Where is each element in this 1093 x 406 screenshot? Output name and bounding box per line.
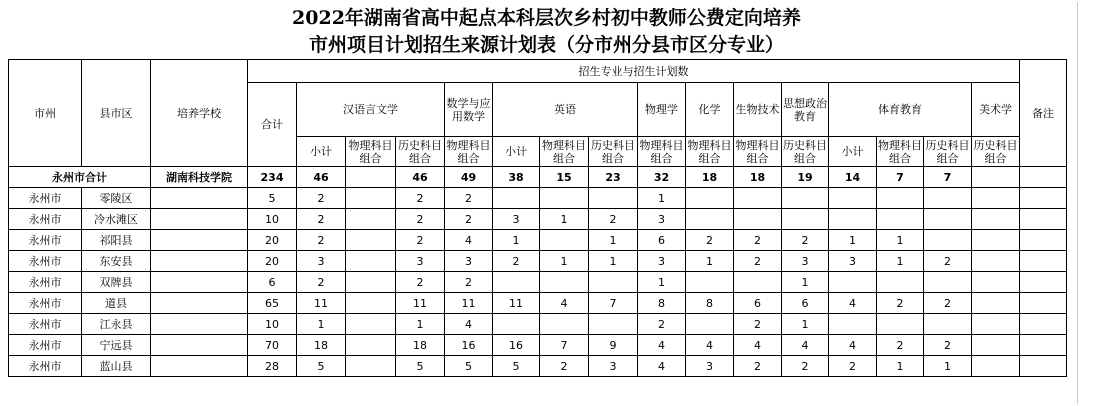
table-row [9,209,1067,230]
school-cell[interactable] [151,209,248,230]
school-cell[interactable] [151,356,248,377]
value-cell[interactable] [829,314,877,335]
city-cell[interactable]: 永州市 [9,314,82,335]
value-cell[interactable]: 8 [686,293,734,314]
value-cell[interactable]: 2 [782,356,829,377]
table-row [9,230,1067,251]
value-cell[interactable]: 2 [540,356,589,377]
value-cell[interactable]: 3 [396,251,445,272]
value-cell[interactable]: 5 [396,356,445,377]
header-physics[interactable]: 物理学 [638,83,686,137]
school-cell[interactable] [151,251,248,272]
value-cell[interactable]: 3 [638,251,686,272]
table-row [9,356,1067,377]
value-cell[interactable]: 2 [734,230,782,251]
value-cell[interactable] [346,293,396,314]
value-cell[interactable]: 2 [396,209,445,230]
value-cell[interactable]: 4 [638,356,686,377]
value-cell[interactable] [493,314,540,335]
value-cell[interactable]: 4 [686,335,734,356]
value-cell[interactable] [972,335,1020,356]
value-cell[interactable]: 2 [297,272,346,293]
value-cell[interactable]: 49 [445,167,493,188]
value-cell[interactable] [1020,230,1067,251]
sub-physics-combo[interactable]: 物理科目组合 [878,138,922,165]
value-cell[interactable] [686,272,734,293]
value-cell[interactable] [972,314,1020,335]
sub-subtotal[interactable]: 小计 [493,137,540,167]
value-cell[interactable]: 4 [638,335,686,356]
value-cell[interactable]: 2 [734,314,782,335]
county-cell[interactable]: 江永县 [82,314,151,335]
total-label-cell[interactable]: 永州市合计 [9,167,151,188]
value-cell[interactable]: 2 [445,272,493,293]
county-cell[interactable]: 东安县 [82,251,151,272]
value-cell[interactable]: 7 [924,167,972,188]
value-cell[interactable]: 1 [877,230,924,251]
value-cell[interactable]: 11 [493,293,540,314]
table-row [9,272,1067,293]
county-cell[interactable]: 双牌县 [82,272,151,293]
value-cell[interactable]: 1 [493,230,540,251]
value-cell[interactable] [734,188,782,209]
county-cell[interactable]: 宁远县 [82,335,151,356]
value-cell[interactable]: 46 [396,167,445,188]
value-cell[interactable]: 2 [396,188,445,209]
table-row [9,251,1067,272]
value-cell[interactable] [540,230,589,251]
value-cell[interactable]: 3 [829,251,877,272]
value-cell[interactable]: 9 [589,335,638,356]
header-chemistry[interactable]: 化学 [686,83,734,137]
header-total[interactable]: 合计 [248,83,297,167]
value-cell[interactable]: 4 [445,314,493,335]
value-cell[interactable]: 1 [589,251,638,272]
header-politics[interactable]: 思想政治教育 [782,83,829,137]
value-cell[interactable]: 3 [686,356,734,377]
sub-history-combo[interactable]: 历史科目组合 [589,137,638,167]
school-cell[interactable] [151,230,248,251]
value-cell[interactable]: 20 [248,251,297,272]
value-cell[interactable] [829,272,877,293]
table-row [9,293,1067,314]
sub-history-combo[interactable]: 历史科目组合 [973,138,1018,165]
value-cell[interactable]: 11 [396,293,445,314]
table-title-line-1: 2022年湖南省高中起点本科层次乡村初中教师公费定向培养 [292,7,801,29]
value-cell[interactable] [972,356,1020,377]
value-cell[interactable]: 1 [638,188,686,209]
value-cell[interactable]: 5 [445,356,493,377]
header-remark[interactable]: 备注 [1020,60,1067,167]
value-cell[interactable] [1020,209,1067,230]
value-cell[interactable] [972,188,1020,209]
value-cell[interactable] [1020,251,1067,272]
value-cell[interactable] [782,209,829,230]
table-row-total [9,167,1067,188]
value-cell[interactable]: 4 [829,335,877,356]
value-cell[interactable]: 6 [638,230,686,251]
value-cell[interactable]: 6 [734,293,782,314]
value-cell[interactable]: 2 [396,272,445,293]
value-cell[interactable]: 65 [248,293,297,314]
value-cell[interactable] [1020,356,1067,377]
value-cell[interactable]: 2 [493,251,540,272]
value-cell[interactable]: 10 [248,314,297,335]
value-cell[interactable] [877,314,924,335]
value-cell[interactable]: 2 [686,230,734,251]
value-cell[interactable]: 1 [924,356,972,377]
city-cell[interactable]: 永州市 [9,209,82,230]
city-cell[interactable]: 永州市 [9,293,82,314]
value-cell[interactable]: 4 [829,293,877,314]
header-math[interactable]: 数学与应用数学 [445,83,493,137]
value-cell[interactable]: 2 [924,293,972,314]
sub-history-combo[interactable]: 历史科目组合 [783,138,827,165]
value-cell[interactable]: 2 [734,356,782,377]
value-cell[interactable] [972,272,1020,293]
value-cell[interactable]: 1 [686,251,734,272]
value-cell[interactable]: 1 [782,314,829,335]
value-cell[interactable]: 2 [829,356,877,377]
city-cell[interactable]: 永州市 [9,272,82,293]
value-cell[interactable]: 234 [248,167,297,188]
value-cell[interactable]: 2 [877,335,924,356]
city-cell[interactable]: 永州市 [9,251,82,272]
value-cell[interactable] [972,251,1020,272]
value-cell[interactable] [972,209,1020,230]
value-cell[interactable] [493,272,540,293]
school-cell[interactable] [151,272,248,293]
value-cell[interactable]: 5 [297,356,346,377]
value-cell[interactable]: 2 [734,251,782,272]
value-cell[interactable]: 3 [493,209,540,230]
school-cell[interactable] [151,188,248,209]
value-cell[interactable]: 1 [540,209,589,230]
header-pe[interactable]: 体育教育 [829,83,972,137]
value-cell[interactable] [540,314,589,335]
header-school[interactable]: 培养学校 [151,60,248,167]
value-cell[interactable]: 7 [540,335,589,356]
school-cell[interactable] [151,293,248,314]
value-cell[interactable]: 19 [782,167,829,188]
value-cell[interactable] [589,272,638,293]
sub-history-combo[interactable]: 历史科目组合 [396,137,445,167]
value-cell[interactable]: 3 [445,251,493,272]
value-cell[interactable] [540,272,589,293]
sub-subtotal[interactable]: 小计 [829,137,877,167]
value-cell[interactable]: 5 [248,188,297,209]
value-cell[interactable] [972,230,1020,251]
value-cell[interactable]: 15 [540,167,589,188]
value-cell[interactable]: 1 [297,314,346,335]
value-cell[interactable]: 1 [589,230,638,251]
value-cell[interactable] [924,314,972,335]
sub-physics-combo[interactable]: 物理科目组合 [639,138,684,165]
value-cell[interactable] [1020,188,1067,209]
value-cell[interactable]: 18 [734,167,782,188]
sub-physics-combo[interactable]: 物理科目组合 [687,138,732,165]
value-cell[interactable] [1020,272,1067,293]
value-cell[interactable]: 2 [782,230,829,251]
city-cell[interactable]: 永州市 [9,335,82,356]
value-cell[interactable]: 23 [589,167,638,188]
value-cell[interactable] [877,209,924,230]
value-cell[interactable]: 11 [445,293,493,314]
value-cell[interactable]: 7 [877,167,924,188]
value-cell[interactable] [540,188,589,209]
value-cell[interactable] [346,167,396,188]
value-cell[interactable]: 1 [396,314,445,335]
value-cell[interactable] [1020,293,1067,314]
school-cell[interactable]: 湖南科技学院 [151,167,248,188]
value-cell[interactable]: 3 [589,356,638,377]
value-cell[interactable] [346,230,396,251]
value-cell[interactable] [589,188,638,209]
value-cell[interactable]: 1 [540,251,589,272]
county-cell[interactable]: 道县 [82,293,151,314]
value-cell[interactable] [924,188,972,209]
value-cell[interactable]: 2 [297,209,346,230]
value-cell[interactable] [972,293,1020,314]
value-cell[interactable] [782,188,829,209]
value-cell[interactable] [877,188,924,209]
value-cell[interactable] [346,356,396,377]
value-cell[interactable]: 18 [686,167,734,188]
value-cell[interactable]: 1 [877,356,924,377]
header-english[interactable]: 英语 [493,83,638,137]
school-cell[interactable] [151,314,248,335]
sub-history-combo[interactable]: 历史科目组合 [925,138,970,165]
value-cell[interactable]: 8 [638,293,686,314]
header-art[interactable]: 美术学 [972,83,1020,137]
value-cell[interactable] [346,188,396,209]
value-cell[interactable] [1020,314,1067,335]
value-cell[interactable] [972,167,1020,188]
value-cell[interactable]: 4 [782,335,829,356]
value-cell[interactable]: 20 [248,230,297,251]
value-cell[interactable]: 38 [493,167,540,188]
city-cell[interactable]: 永州市 [9,230,82,251]
header-biology[interactable]: 生物技术 [734,83,782,137]
value-cell[interactable]: 1 [829,230,877,251]
value-cell[interactable]: 1 [638,272,686,293]
sub-physics-combo[interactable]: 物理科目组合 [735,138,780,165]
value-cell[interactable]: 3 [297,251,346,272]
value-cell[interactable]: 4 [540,293,589,314]
value-cell[interactable]: 2 [638,314,686,335]
value-cell[interactable] [877,272,924,293]
sub-physics-combo[interactable]: 物理科目组合 [446,138,491,165]
value-cell[interactable]: 7 [589,293,638,314]
value-cell[interactable]: 11 [297,293,346,314]
value-cell[interactable]: 2 [445,209,493,230]
sub-physics-combo[interactable]: 物理科目组合 [540,137,589,167]
value-cell[interactable]: 32 [638,167,686,188]
value-cell[interactable]: 1 [782,272,829,293]
value-cell[interactable]: 4 [734,335,782,356]
value-cell[interactable]: 10 [248,209,297,230]
sub-subtotal[interactable]: 小计 [297,137,346,167]
value-cell[interactable]: 6 [782,293,829,314]
county-cell[interactable]: 零陵区 [82,188,151,209]
value-cell[interactable]: 18 [297,335,346,356]
value-cell[interactable]: 46 [297,167,346,188]
value-cell[interactable]: 70 [248,335,297,356]
value-cell[interactable] [346,314,396,335]
table-title-line-2: 市州项目计划招生来源计划表（分市州分县市区分专业） [308,34,784,56]
value-cell[interactable] [734,209,782,230]
county-cell[interactable]: 蓝山县 [82,356,151,377]
table-row [9,335,1067,356]
value-cell[interactable]: 2 [589,209,638,230]
city-cell[interactable]: 永州市 [9,356,82,377]
value-cell[interactable]: 16 [445,335,493,356]
value-cell[interactable]: 14 [829,167,877,188]
school-cell[interactable] [151,335,248,356]
value-cell[interactable] [346,335,396,356]
plan-table [8,59,1067,377]
value-cell[interactable]: 2 [924,251,972,272]
value-cell[interactable]: 16 [493,335,540,356]
value-cell[interactable]: 2 [924,335,972,356]
value-cell[interactable]: 6 [248,272,297,293]
value-cell[interactable]: 3 [638,209,686,230]
value-cell[interactable] [686,209,734,230]
value-cell[interactable]: 18 [396,335,445,356]
sub-physics-combo[interactable]: 物理科目组合 [346,137,396,167]
value-cell[interactable] [346,272,396,293]
value-cell[interactable]: 2 [297,188,346,209]
value-cell[interactable] [1020,335,1067,356]
scrollbar-edge[interactable] [1077,2,1092,404]
table-row [9,314,1067,335]
value-cell[interactable]: 4 [445,230,493,251]
value-cell[interactable]: 2 [445,188,493,209]
value-cell[interactable] [829,209,877,230]
table-row [9,188,1067,209]
value-cell[interactable]: 3 [782,251,829,272]
value-cell[interactable] [734,272,782,293]
value-cell[interactable]: 2 [877,293,924,314]
value-cell[interactable] [829,188,877,209]
value-cell[interactable]: 1 [877,251,924,272]
city-cell[interactable]: 永州市 [9,188,82,209]
value-cell[interactable] [686,314,734,335]
value-cell[interactable]: 2 [396,230,445,251]
value-cell[interactable] [686,188,734,209]
county-cell[interactable]: 冷水滩区 [82,209,151,230]
value-cell[interactable]: 28 [248,356,297,377]
value-cell[interactable] [924,230,972,251]
header-city[interactable]: 市州 [9,60,82,167]
value-cell[interactable] [346,209,396,230]
county-cell[interactable]: 祁阳县 [82,230,151,251]
value-cell[interactable]: 5 [493,356,540,377]
value-cell[interactable] [924,272,972,293]
value-cell[interactable] [493,188,540,209]
value-cell[interactable] [346,251,396,272]
value-cell[interactable] [924,209,972,230]
value-cell[interactable]: 2 [297,230,346,251]
header-county[interactable]: 县市区 [82,60,151,167]
header-chinese[interactable]: 汉语言文学 [297,83,445,137]
header-major-group[interactable]: 招生专业与招生计划数 [248,60,1020,83]
value-cell[interactable] [589,314,638,335]
value-cell[interactable] [1020,167,1067,188]
